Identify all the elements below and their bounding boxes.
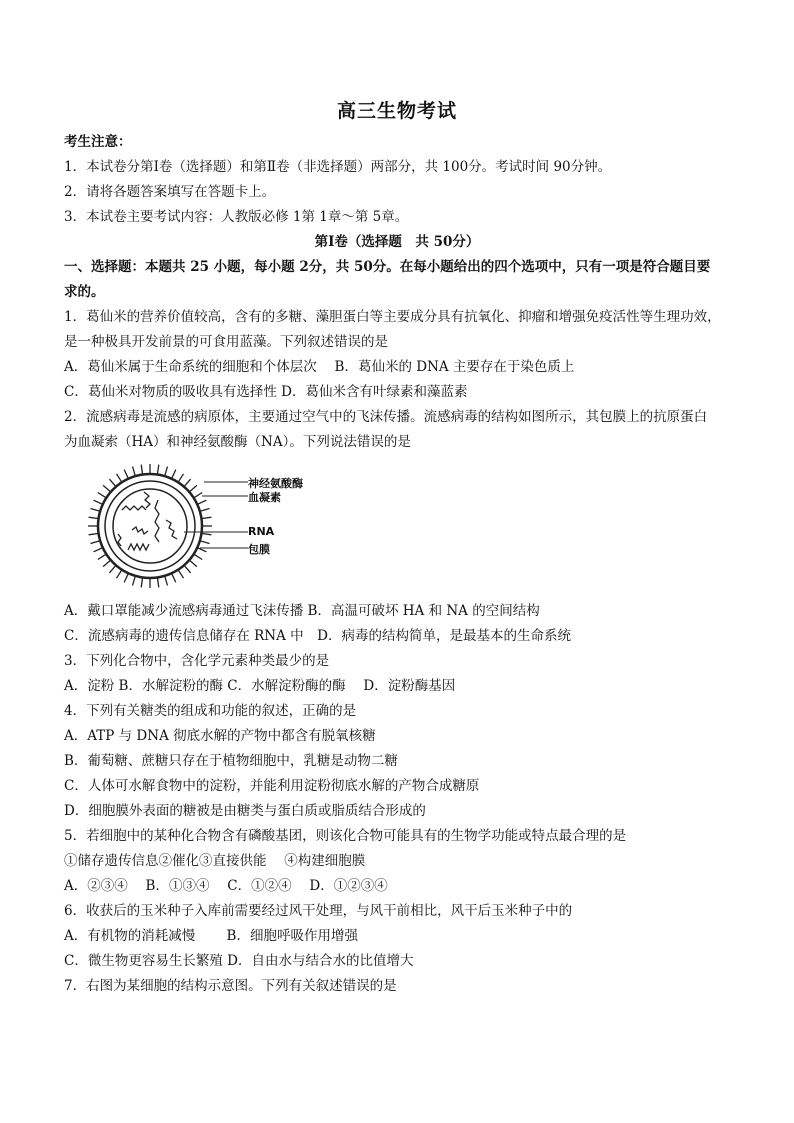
envelope-spike (103, 560, 111, 567)
envelope-spike (184, 565, 191, 573)
q1-options-cd: C．葛仙米对物质的吸收具有选择性 D．葛仙米含有叶绿素和藻蓝素 (64, 384, 468, 400)
part1-title: 第Ⅰ卷（选择题 共 50分） (314, 234, 480, 250)
envelope-spike (98, 493, 107, 498)
envelope-spike (194, 554, 203, 559)
section1-heading-line1: 一、选择题：本题共 25 小题，每小题 2分，共 50分。在每小题给出的四个选项中，只有一项是符合题目要 (64, 259, 711, 275)
notice-item-1: 1．本试卷分第Ⅰ卷（选择题）和第Ⅱ卷（非选择题）两部分，共 100分。考试时间 90分钟。 (64, 159, 612, 175)
q3-options: A．淀粉 B．水解淀粉的酶 C．水解淀粉酶的酶 D．淀粉酶基因 (64, 678, 456, 694)
envelope-spike (172, 573, 176, 582)
envelope-spike (91, 541, 101, 544)
envelope-spike (117, 474, 122, 483)
envelope-spike (157, 465, 158, 475)
envelope-spike (94, 548, 103, 552)
envelope-spike (109, 479, 116, 487)
envelope-spike (141, 465, 142, 475)
envelope-spike (157, 578, 158, 588)
q1-stem-line1: 1．葛仙米的营养价值较高，含有的多糖、藻胆蛋白等主要成分具有抗氧化、抑瘤和增强免疫活性等生理功效， (64, 309, 721, 325)
envelope-spike (165, 576, 168, 586)
q4-option-d: D．细胞膜外表面的糖被是由糖类与蛋白质或脂质结合形成的 (64, 803, 426, 819)
q6-stem: 6．收获后的玉米种子入库前需要经过风干处理，与风干前相比，风干后玉米种子中的 (64, 903, 573, 919)
section1-heading-line2: 求的。 (64, 284, 105, 300)
q4-stem: 4．下列有关糖类的组成和功能的叙述，正确的是 (64, 703, 357, 719)
figure-label-rna: RNA (248, 525, 275, 538)
q4-option-a: A．ATP 与 DNA 彻底水解的产物中都含有脱氧核糖 (64, 728, 376, 744)
envelope-spike (184, 479, 191, 487)
envelope-spike (194, 493, 203, 498)
page-title: 高三生物考试 (336, 100, 457, 122)
envelope-spike (189, 560, 197, 567)
envelope-spike (91, 509, 101, 512)
envelope-spike (89, 533, 99, 534)
q5-stem: 5．若细胞中的某种化合物含有磷酸基团，则该化合物可能具有的生物学功能或特点最合理的是 (64, 828, 627, 844)
envelope-spike (133, 467, 136, 477)
q6-options-ab: A．有机物的消耗减慢 B．细胞呼吸作用增强 (64, 928, 358, 944)
envelope-spike (200, 541, 210, 544)
q4-option-b: B．葡萄糖、蔗糖只存在于植物细胞中，乳糖是动物二糖 (64, 753, 398, 769)
q2-stem-line1: 2．流感病毒是流感的病原体，主要通过空气中的飞沫传播。流感病毒的结构如图所示，其包膜上的抗原蛋白 (64, 409, 708, 425)
figure-label-envelope: 包膜 (248, 543, 270, 556)
notice-heading: 考生注意： (64, 134, 132, 150)
envelope-spike (200, 509, 210, 512)
figure-label-hemagglutinin: 血凝素 (248, 491, 281, 504)
q2-stem-line2: 为血凝索（HA）和神经氨酸酶（NA）。下列说法错误的是 (64, 434, 411, 450)
envelope-spike (197, 500, 206, 504)
envelope-spike (89, 517, 99, 518)
figure-label-neuraminidase: 神经氨酸酶 (248, 477, 303, 490)
q3-stem: 3．下列化合物中，含化学元素种类最少的是 (64, 653, 330, 669)
envelope-spike (165, 467, 168, 477)
q5-options: A．②③④ B．①③④ C．①②④ D．①②③④ (64, 878, 388, 894)
notice-item-3: 3．本试卷主要考试内容：人教版必修 1第 1章～第 5章。 (64, 209, 409, 225)
envelope-spike (98, 554, 107, 559)
envelope-spike (178, 570, 183, 579)
q1-options-ab: A．葛仙米属于生命系统的细胞和个体层次 B．葛仙米的 DNA 主要存在于染色质上 (64, 359, 575, 375)
q7-stem: 7．右图为某细胞的结构示意图。下列有关叙述错误的是 (64, 978, 397, 994)
envelope-spike (133, 576, 136, 586)
envelope-spike (178, 474, 183, 483)
envelope-spike (124, 573, 128, 582)
envelope-spike (172, 470, 176, 479)
notice-item-2: 2．请将各题答案填写在答题卡上。 (64, 184, 276, 200)
q2-options-ab: A．戴口罩能减少流感病毒通过飞沫传播 B．高温可破坏 HA 和 NA 的空间结构 (64, 603, 540, 619)
envelope-spike (189, 485, 197, 492)
q4-option-c: C．人体可水解食物中的淀粉，并能利用淀粉彻底水解的产物合成糖原 (64, 778, 480, 794)
envelope-spike (103, 485, 111, 492)
envelope-spike (117, 570, 122, 579)
q6-options-cd: C．微生物更容易生长繁殖 D．自由水与结合水的比值增大 (64, 953, 414, 969)
virus-diagram (62, 460, 352, 592)
envelope-spike (109, 565, 116, 573)
envelope-spike (202, 517, 212, 518)
influenza-virus-figure (62, 460, 352, 592)
envelope-spike (94, 500, 103, 504)
envelope-spike (124, 470, 128, 479)
envelope-spike (141, 578, 142, 588)
q2-options-cd: C．流感病毒的遗传信息储存在 RNA 中 D．病毒的结构简单，是最基本的生命系统 (64, 628, 571, 644)
envelope-spike (202, 533, 212, 534)
q1-stem-line2: 是一种极具开发前景的可食用蓝藻。下列叙述错误的是 (64, 334, 388, 350)
q5-items: ①储存遗传信息②催化③直接供能 ④构建细胞膜 (64, 853, 366, 869)
